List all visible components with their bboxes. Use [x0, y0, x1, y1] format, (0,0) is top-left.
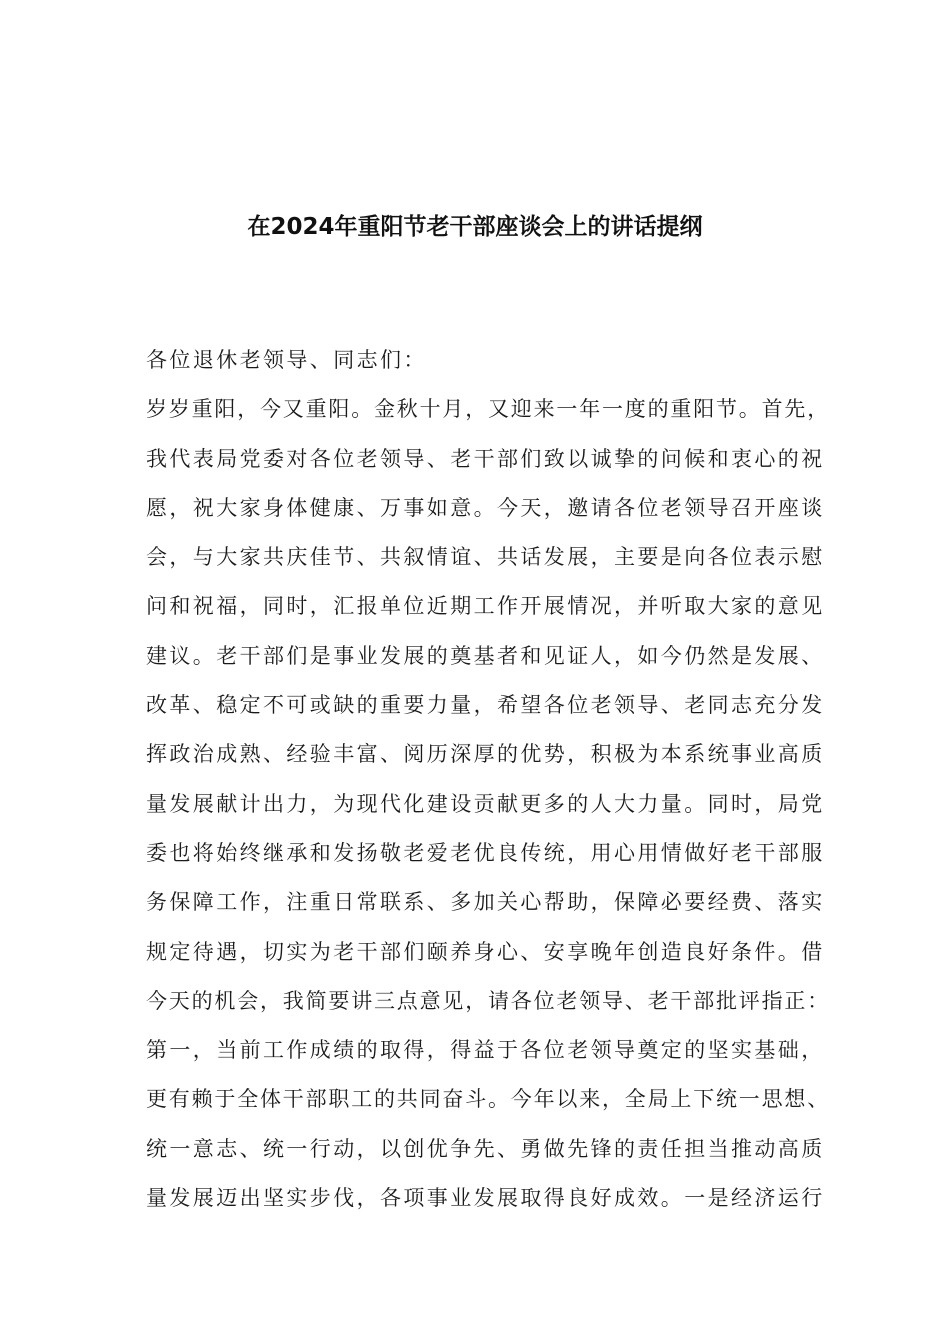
- body-line: 量发展迈出坚实步伐，各项事业发展取得良好成效。一是经济运行: [146, 1186, 825, 1211]
- body-line: 挥政治成熟、经验丰富、阅历深厚的优势，积极为本系统事业高质: [146, 742, 825, 767]
- body-line: 第一，当前工作成绩的取得，得益于各位老领导奠定的坚实基础，: [146, 1038, 825, 1063]
- body-line: 今天的机会，我简要讲三点意见，请各位老领导、老干部批评指正：: [146, 988, 830, 1013]
- body-line: 问和祝福，同时，汇报单位近期工作开展情况，并听取大家的意见: [146, 594, 825, 619]
- body-line: 务保障工作，注重日常联系、多加关心帮助，保障必要经费、落实: [146, 890, 825, 915]
- body-line: 我代表局党委对各位老领导、老干部们致以诚挚的问候和衷心的祝: [146, 446, 825, 471]
- body-line: 统一意志、统一行动，以创优争先、勇做先锋的责任担当推动高质: [146, 1136, 825, 1161]
- body-line: 量发展献计出力，为现代化建设贡献更多的人大力量。同时，局党: [146, 791, 825, 816]
- body-line: 改革、稳定不可或缺的重要力量，希望各位老领导、老同志充分发: [146, 693, 825, 718]
- body-line: 更有赖于全体干部职工的共同奋斗。今年以来，全局上下统一思想、: [146, 1087, 830, 1112]
- body-line: 建议。老干部们是事业发展的奠基者和见证人，如今仍然是发展、: [146, 643, 825, 668]
- salutation-line: 各位退休老领导、同志们：: [146, 348, 427, 372]
- body-line: 岁岁重阳，今又重阳。金秋十月，又迎来一年一度的重阳节。首先，: [146, 397, 830, 422]
- document-title: 在2024年重阳节老干部座谈会上的讲话提纲: [247, 214, 703, 240]
- body-line: 愿，祝大家身体健康、万事如意。今天，邀请各位老领导召开座谈: [146, 495, 825, 520]
- document-body: [146, 336, 830, 1223]
- body-line: 会，与大家共庆佳节、共叙情谊、共话发展，主要是向各位表示慰: [146, 545, 825, 570]
- body-line: 规定待遇，切实为老干部们颐养身心、安享晚年创造良好条件。借: [146, 939, 825, 964]
- body-line: 委也将始终继承和发扬敬老爱老优良传统，用心用情做好老干部服: [146, 840, 825, 865]
